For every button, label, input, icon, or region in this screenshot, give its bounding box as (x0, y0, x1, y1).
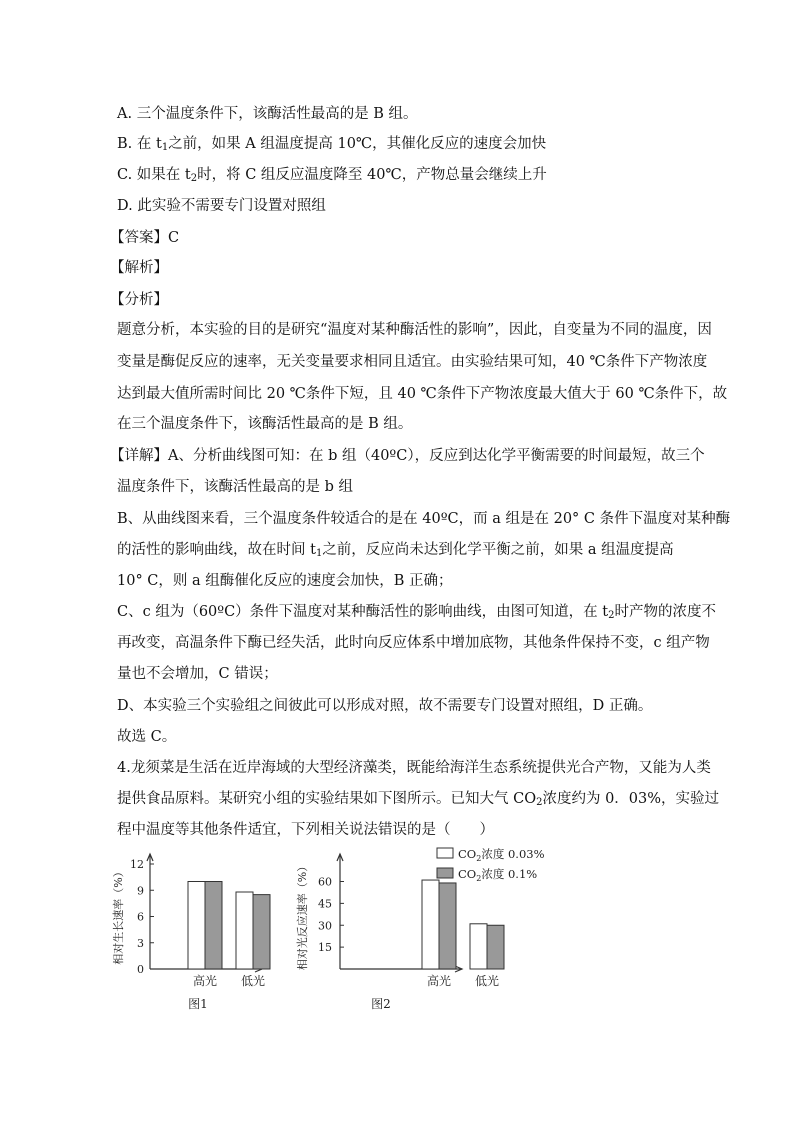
chart2-ylabel: 相对光反应速率（%） (296, 860, 309, 971)
answer-value: C (168, 230, 180, 246)
xiangjie-text: A、分析曲线图可知：在 b 组（40ºC），反应到达化学平衡需要的时间最短，故三个 (168, 448, 705, 464)
option-c-sub: 2 (190, 173, 198, 184)
fenxi-label: 【分析】 (110, 292, 168, 308)
chart1-bar-1-0 (236, 892, 253, 969)
legend-label-1: $CO_2$浓度 0.1% (458, 867, 538, 883)
fenxi-line-2: 变量是酶促反应的速率，无关变量要求相同且适宜。由实验结果可知，40 ℃条件下产物浓度 (117, 354, 708, 370)
chart1-title: 图1 (188, 997, 208, 1011)
bar-charts-svg (110, 840, 570, 1015)
xiangjie-label: 【详解】 (110, 448, 168, 464)
fenxi-line-3: 达到最大值所需时间比 20 ℃条件下短，且 40 ℃条件下产物浓度最大值大于 60 ℃条件下，故 (117, 386, 728, 402)
legend-swatch-1 (437, 868, 453, 878)
chart2-bar-0-0 (422, 880, 439, 969)
chart1-category-label-0: 高光 (192, 974, 218, 988)
legend-label-0: $CO_2$浓度 0.03% (458, 847, 545, 863)
detail-b-line-2 (117, 540, 674, 560)
chart2-bar-0-1 (439, 883, 456, 969)
chart2-bar-1-0 (470, 924, 487, 969)
chart2-ytick-label-0: 15 (318, 941, 332, 955)
detail-b-sub: 1 (315, 548, 323, 559)
option-b (117, 134, 546, 154)
chart1-bar-0-0 (188, 882, 205, 970)
chart2-category-label-1: 低光 (474, 974, 500, 988)
question4-line-2 (117, 789, 719, 809)
detail-b-line-1: B、从曲线图来看，三个温度条件较适合的是在 40ºC，而 a 组是在 20° C 条件下温度对某种酶 (117, 511, 731, 527)
detail-c-sub: 2 (608, 610, 615, 621)
detail-c-text-2: 时产物的浓度不 (614, 604, 716, 620)
detail-c-line-1 (117, 602, 716, 622)
chart1-ytick-label-1: 3 (137, 936, 144, 950)
question4-line-3: 程中温度等其他条件适宜，下列相关说法错误的是（ ） (117, 822, 494, 838)
chart1-ytick-label-0: 0 (137, 963, 144, 976)
option-c-text-2: 时，将 C 组反应温度降至 40℃，产物总量会继续上升 (197, 167, 547, 183)
xiangjie-line-1 (110, 446, 705, 466)
option-b-sub: 1 (161, 142, 169, 153)
chart1-ytick-label-2: 6 (137, 910, 144, 924)
option-d: D. 此实验不需要专门设置对照组 (117, 198, 326, 214)
option-c-text: C. 如果在 t (117, 167, 191, 183)
detail-c-line-2: 再改变，高温条件下酶已经失活，此时向反应体系中增加底物，其他条件保持不变，c 组产物 (117, 635, 710, 651)
option-b-text-2: 之前，如果 A 组温度提高 10℃，其催化反应的速度会加快 (168, 136, 547, 152)
detail-d-line: D、本实验三个实验组之间彼此可以形成对照，故不需要专门设置对照组，D 正确。 (117, 698, 653, 714)
detail-b-text: 的活性的影响曲线，故在时间 t (117, 542, 316, 558)
chart2-title: 图2 (371, 997, 391, 1011)
detail-c-line-3: 量也不会增加，C 错误； (117, 666, 278, 682)
question4-line-1: 4.龙须菜是生活在近岸海域的大型经济藻类，既能给海洋生态系统提供光合产物，又能为人类 (117, 760, 711, 776)
analysis-label: 【解析】 (110, 260, 168, 276)
question4-sub: 2 (536, 797, 543, 808)
detail-b-text-2: 之前，反应尚未达到化学平衡之前，如果 a 组温度提高 (322, 542, 674, 558)
question4-text-2: 浓度约为 0．03%，实验过 (542, 791, 720, 807)
chart2-ytick-label-1: 30 (318, 919, 332, 933)
chart2-bar-1-1 (487, 925, 504, 969)
chart1-ylabel: 相对生长速率（%） (112, 866, 125, 965)
option-b-text: B. 在 t (117, 136, 162, 152)
chart1-ytick-label-3: 9 (137, 884, 144, 898)
answer-label: 【答案】 (110, 230, 168, 246)
question4-text: 提供食品原料。某研究小组的实验结果如下图所示。已知大气 CO (117, 791, 537, 807)
charts-figure (110, 840, 570, 1015)
chart2-category-label-0: 高光 (426, 974, 452, 988)
fenxi-line-4: 在三个温度条件下，该酶活性最高的是 B 组。 (117, 416, 413, 432)
chart1-bar-0-1 (205, 882, 222, 970)
option-c (117, 165, 547, 185)
chart2-ytick-label-3: 60 (318, 875, 332, 889)
detail-c-text: C、c 组为（60ºC）条件下温度对某种酶活性的影响曲线，由图可知道，在 t (117, 604, 609, 620)
chart1-category-label-1: 低光 (240, 974, 266, 988)
xiangjie-line-2: 温度条件下，该酶活性最高的是 b 组 (117, 479, 353, 495)
option-a: A. 三个温度条件下，该酶活性最高的是 B 组。 (117, 106, 418, 122)
answer-line (110, 228, 179, 248)
chart1-bar-1-1 (253, 895, 270, 969)
legend-swatch-0 (437, 848, 453, 858)
fenxi-line-1: 题意分析，本实验的目的是研究“温度对某种酶活性的影响”，因此，自变量为不同的温度，因 (117, 322, 712, 338)
detail-b-line-3: 10° C，则 a 组酶催化反应的速度会加快，B 正确； (117, 573, 453, 589)
conclusion: 故选 C。 (117, 729, 177, 745)
chart1-ytick-label-4: 12 (130, 858, 144, 871)
chart2-ytick-label-2: 45 (318, 897, 332, 911)
